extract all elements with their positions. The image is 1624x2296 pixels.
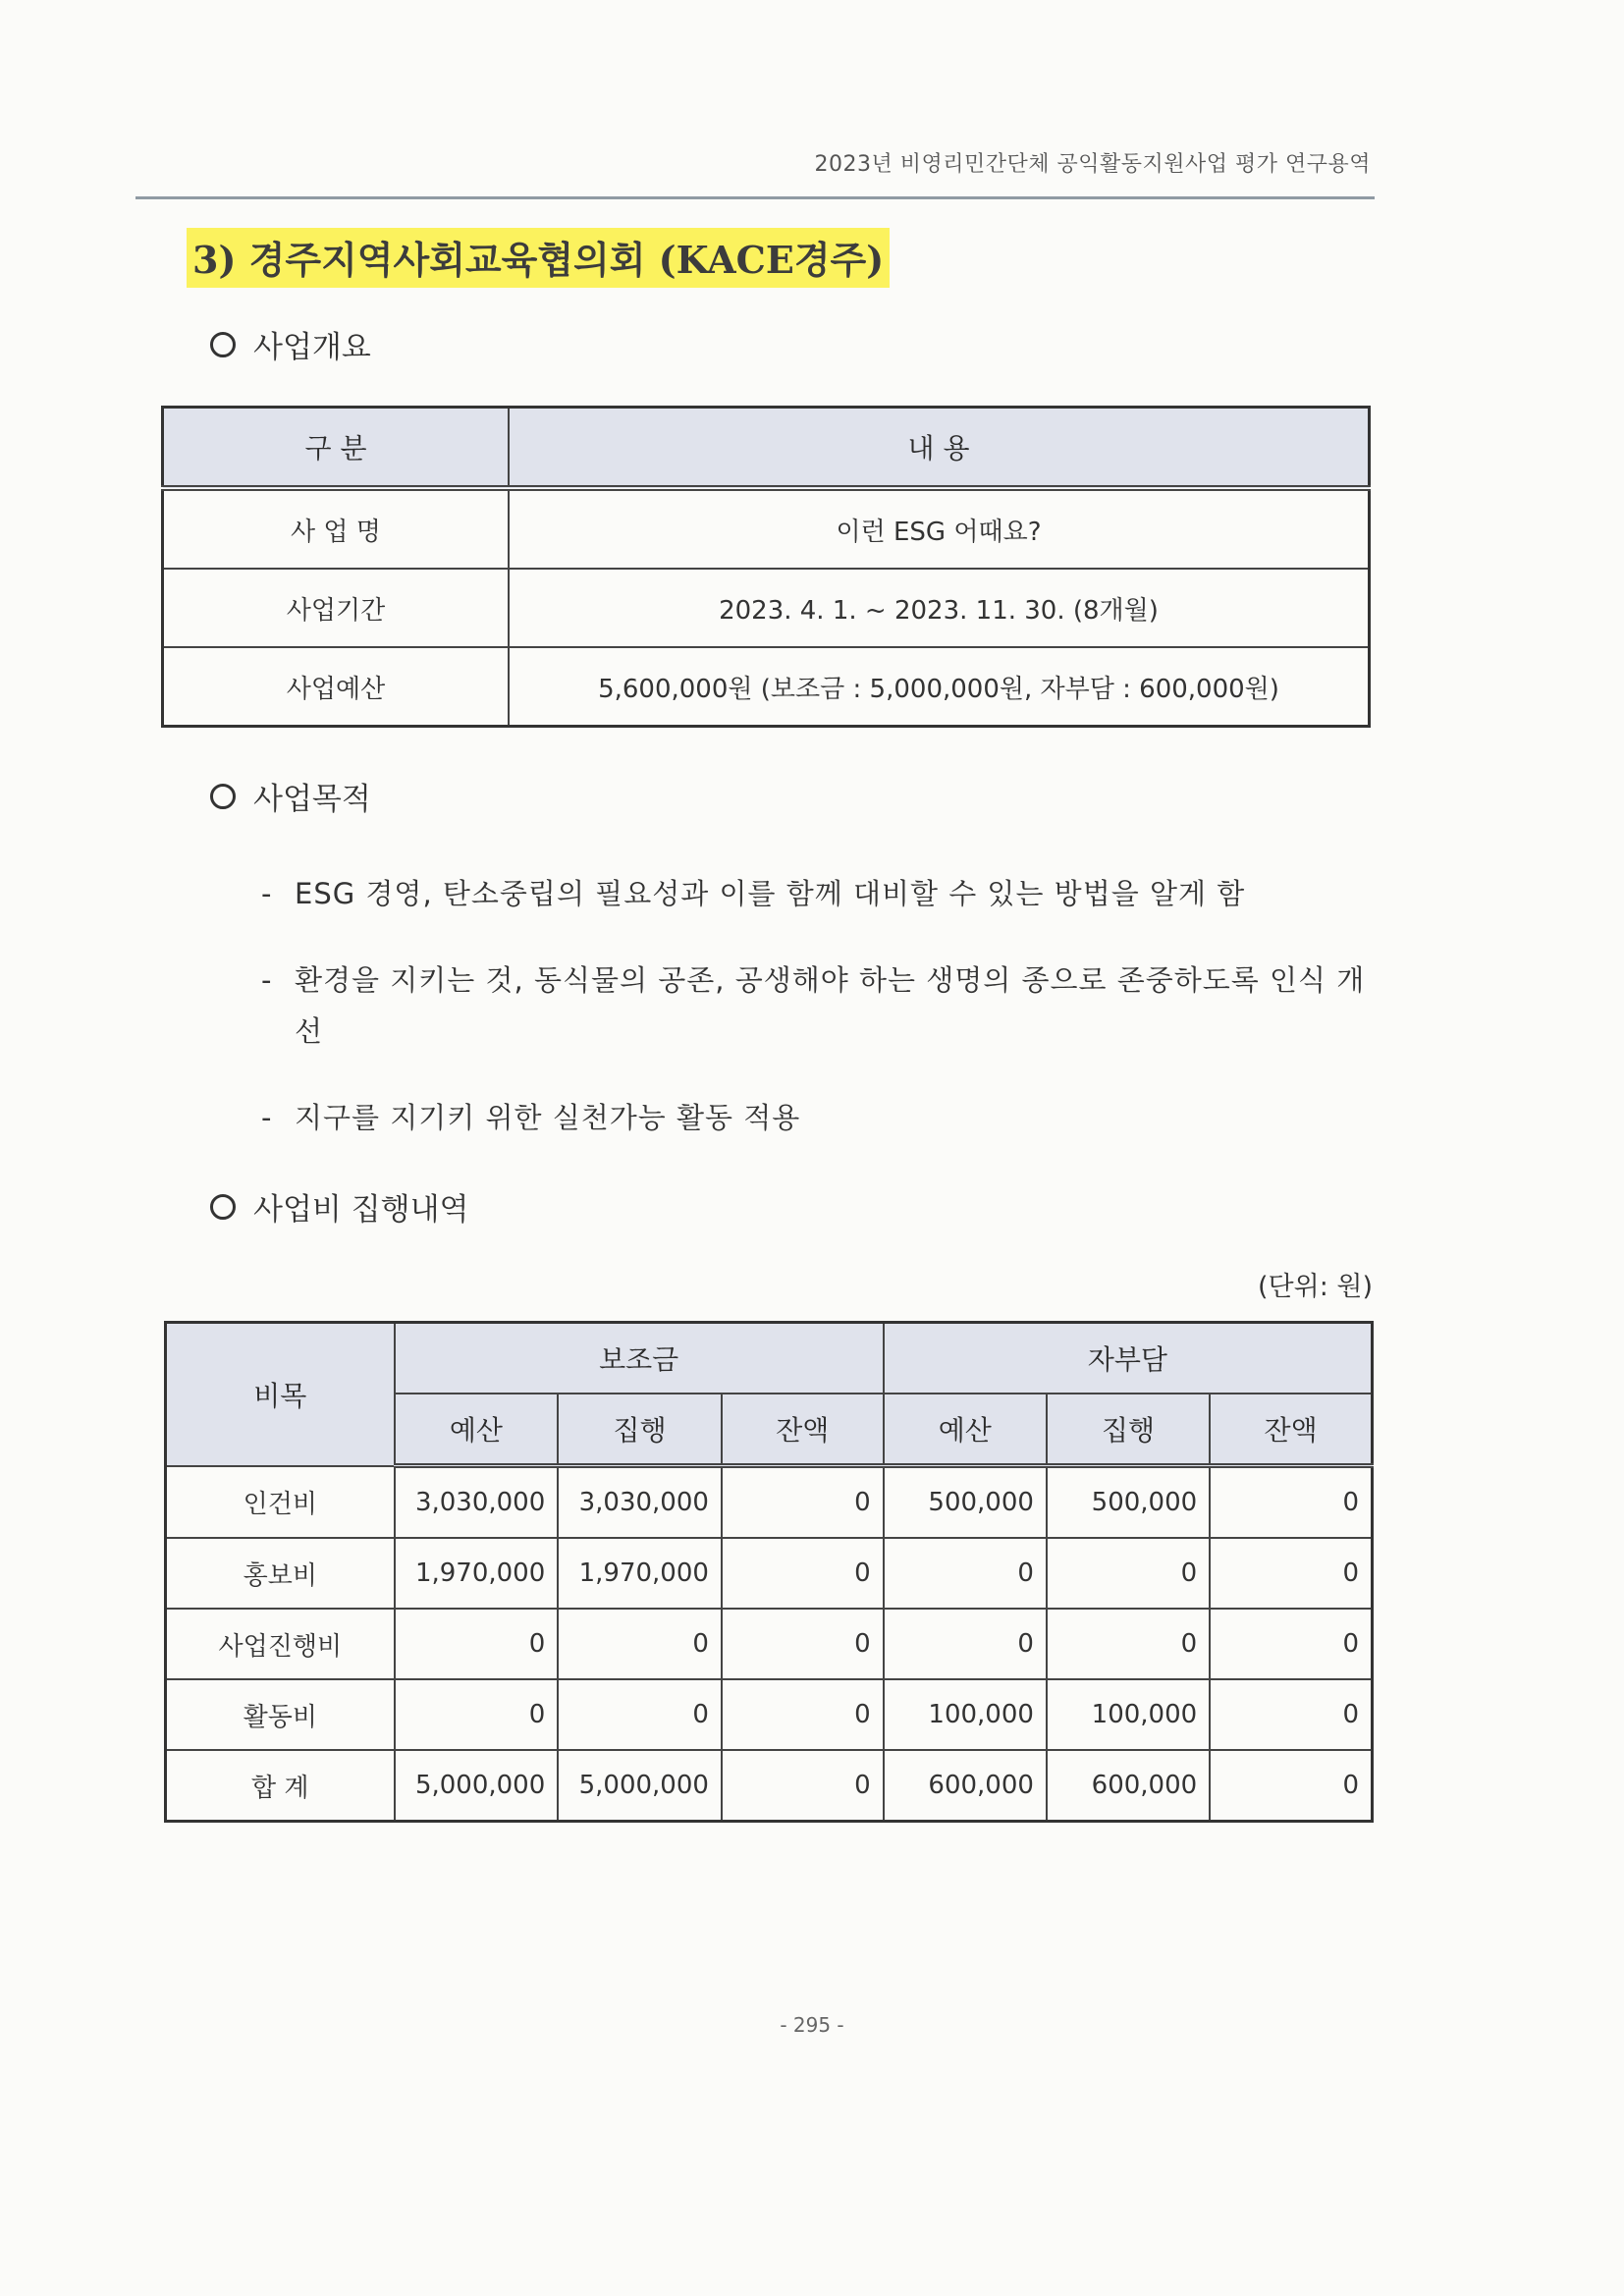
overview-heading <box>210 322 371 366</box>
expense-subcol: 잔액 <box>1210 1394 1372 1466</box>
expense-subcol: 예산 <box>884 1394 1047 1466</box>
overview-col-content: 내 용 <box>509 408 1370 489</box>
expense-heading-text: 사업비 집행내역 <box>253 1192 469 1228</box>
expense-heading <box>210 1184 468 1229</box>
expense-row-label: 홍보비 <box>166 1538 395 1609</box>
expense-cell: 5,000,000 <box>395 1750 559 1822</box>
expense-subcol: 집행 <box>558 1394 722 1466</box>
purpose-item-text: 환경을 지키는 것, 동식물의 공존, 공생해야 하는 생명의 종으로 존중하도록 인식 개선 <box>295 963 1366 1048</box>
expense-cell: 0 <box>884 1609 1047 1679</box>
purpose-item: - ESG 경영, 탄소중립의 필요성과 이를 함께 대비할 수 있는 방법을 알게 함 <box>261 868 1377 919</box>
expense-cell: 0 <box>1210 1750 1372 1822</box>
expense-group-subsidy: 보조금 <box>395 1323 884 1394</box>
table-row <box>166 1609 1373 1679</box>
overview-heading-text: 사업개요 <box>253 330 371 365</box>
overview-value: 2023. 4. 1. ~ 2023. 11. 30. (8개월) <box>509 569 1370 647</box>
overview-col-category: 구 분 <box>163 408 510 489</box>
table-row <box>163 488 1370 569</box>
expense-cell: 0 <box>1210 1538 1372 1609</box>
table-row <box>163 647 1370 727</box>
overview-value: 이런 ESG 어때요? <box>509 488 1370 569</box>
table-row <box>166 1679 1373 1750</box>
overview-label: 사업예산 <box>163 647 510 727</box>
purpose-heading <box>210 774 371 818</box>
expense-cell: 500,000 <box>884 1466 1047 1539</box>
expense-subcol: 집행 <box>1047 1394 1210 1466</box>
running-header: 2023년 비영리민간단체 공익활동지원사업 평가 연구용역 <box>814 152 1371 177</box>
expense-cell: 0 <box>1210 1466 1372 1539</box>
expense-cell: 0 <box>1210 1679 1372 1750</box>
expense-table <box>164 1321 1374 1823</box>
expense-cell: 0 <box>1210 1609 1372 1679</box>
expense-cell: 600,000 <box>1047 1750 1210 1822</box>
table-row <box>166 1466 1373 1539</box>
expense-cell: 0 <box>722 1466 884 1539</box>
expense-cell: 0 <box>558 1609 722 1679</box>
unit-label: (단위: 원) <box>1258 1272 1373 1302</box>
expense-cell: 0 <box>884 1538 1047 1609</box>
purpose-item: - 지구를 지기키 위한 실천가능 활동 적용 <box>261 1092 1377 1143</box>
expense-cell: 0 <box>722 1679 884 1750</box>
expense-row-label: 사업진행비 <box>166 1609 395 1679</box>
table-row <box>166 1750 1373 1822</box>
expense-cell: 0 <box>395 1609 559 1679</box>
expense-row-label: 인건비 <box>166 1466 395 1539</box>
table-row <box>163 569 1370 647</box>
expense-cell: 0 <box>558 1679 722 1750</box>
overview-table <box>161 406 1371 728</box>
overview-label: 사 업 명 <box>163 488 510 569</box>
circle-bullet-icon <box>210 1194 236 1220</box>
section-title: 3) 경주지역사회교육협의회 (KACE경주) <box>187 228 890 288</box>
expense-col-item: 비목 <box>166 1323 395 1466</box>
expense-cell: 600,000 <box>884 1750 1047 1822</box>
expense-cell: 0 <box>1047 1538 1210 1609</box>
purpose-item: - 환경을 지키는 것, 동식물의 공존, 공생해야 하는 생명의 종으로 존중하도록 인식 개선 <box>261 955 1377 1057</box>
expense-cell: 1,970,000 <box>558 1538 722 1609</box>
expense-group-self: 자부담 <box>884 1323 1373 1394</box>
expense-cell: 100,000 <box>1047 1679 1210 1750</box>
expense-cell: 0 <box>722 1538 884 1609</box>
expense-subcol: 잔액 <box>722 1394 884 1466</box>
circle-bullet-icon <box>210 784 236 809</box>
expense-row-label: 활동비 <box>166 1679 395 1750</box>
expense-cell: 500,000 <box>1047 1466 1210 1539</box>
expense-cell: 3,030,000 <box>395 1466 559 1539</box>
purpose-heading-text: 사업목적 <box>253 782 371 817</box>
circle-bullet-icon <box>210 332 236 357</box>
expense-cell: 5,000,000 <box>558 1750 722 1822</box>
expense-cell: 100,000 <box>884 1679 1047 1750</box>
overview-value: 5,600,000원 (보조금 : 5,000,000원, 자부담 : 600,000원) <box>509 647 1370 727</box>
table-row <box>166 1538 1373 1609</box>
expense-subcol: 예산 <box>395 1394 559 1466</box>
expense-cell: 0 <box>722 1750 884 1822</box>
purpose-item-text: 지구를 지기키 위한 실천가능 활동 적용 <box>295 1101 801 1134</box>
overview-label: 사업기간 <box>163 569 510 647</box>
expense-cell: 0 <box>395 1679 559 1750</box>
expense-cell: 0 <box>1047 1609 1210 1679</box>
purpose-item-text: ESG 경영, 탄소중립의 필요성과 이를 함께 대비할 수 있는 방법을 알게 함 <box>295 877 1246 910</box>
expense-cell: 0 <box>722 1609 884 1679</box>
expense-row-label: 합 계 <box>166 1750 395 1822</box>
page-number: - 295 - <box>780 2013 844 2037</box>
expense-cell: 1,970,000 <box>395 1538 559 1609</box>
expense-cell: 3,030,000 <box>558 1466 722 1539</box>
header-divider <box>135 196 1375 199</box>
